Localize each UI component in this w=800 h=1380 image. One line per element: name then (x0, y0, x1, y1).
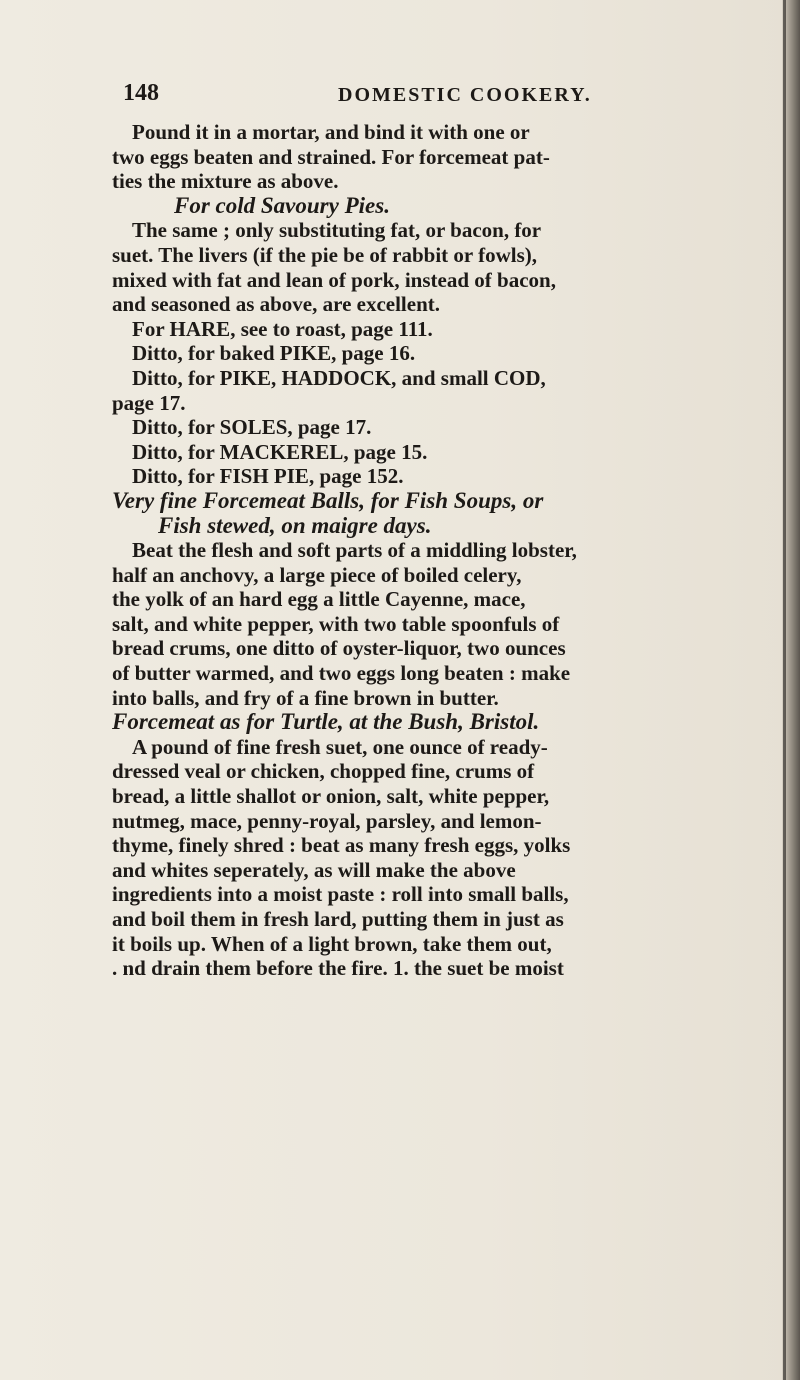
text-line: . nd drain them before the fire. 1. the suet be moist (112, 956, 564, 981)
text-line: nutmeg, mace, penny-royal, parsley, and lemon- (112, 808, 542, 833)
text-line: A pound of fine fresh suet, one ounce of ready- (132, 734, 548, 759)
text-line: Ditto, for PIKE, HADDOCK, and small COD, (132, 365, 546, 390)
text-line: ingredients into a moist paste : roll into small balls, (112, 882, 569, 907)
page-header (123, 80, 723, 110)
text-line: suet. The livers (if the pie be of rabbit or fowls), (112, 242, 538, 267)
page-text (112, 120, 790, 981)
text-line: Pound it in a mortar, and bind it with one or (132, 120, 530, 144)
running-head: DOMESTIC COOKERY. (338, 84, 592, 106)
text-line: bread, a little shallot or onion, salt, white pepper, (112, 784, 550, 809)
text-line: ties the mixture as above. (112, 169, 339, 194)
page-gutter-line (783, 0, 786, 1380)
text-line: thyme, finely shred : beat as many fresh eggs, yolks (112, 833, 571, 858)
text-line: salt, and white pepper, with two table spoonfuls of (112, 611, 560, 636)
text-line: Ditto, for FISH PIE, page 152. (132, 464, 404, 489)
text-line: the yolk of an hard egg a little Cayenne, mace, (112, 587, 526, 612)
recipe-heading: Very fine Forcemeat Balls, for Fish Soups, or (112, 488, 544, 513)
text-line: and whites seperately, as will make the above (112, 857, 516, 882)
recipe-heading: For cold Savoury Pies. (174, 193, 390, 218)
text-line: page 17. (112, 390, 186, 415)
text-line: of butter warmed, and two eggs long beaten : make (112, 661, 571, 686)
text-line: and seasoned as above, are excellent. (112, 292, 441, 317)
page-number: 148 (123, 80, 159, 106)
text-line: Ditto, for SOLES, page 17. (132, 415, 372, 440)
text-line: Ditto, for MACKEREL, page 15. (132, 439, 428, 464)
text-line: two eggs beaten and strained. For forcemeat pat- (112, 144, 550, 169)
text-line: into balls, and fry of a fine brown in butter. (112, 685, 499, 710)
text-line: The same ; only substituting fat, or bacon, for (132, 218, 542, 243)
recipe-heading: Fish stewed, on maigre days. (158, 513, 432, 538)
text-line: Beat the flesh and soft parts of a middling lobster, (132, 538, 577, 563)
text-line: Ditto, for baked PIKE, page 16. (132, 341, 416, 366)
text-line: it boils up. When of a light brown, take them out, (112, 931, 552, 956)
text-line: dressed veal or chicken, chopped fine, crums of (112, 759, 535, 784)
text-line: and boil them in fresh lard, putting them in just as (112, 907, 564, 931)
text-line: mixed with fat and lean of pork, instead of bacon, (112, 267, 556, 292)
text-line: bread crums, one ditto of oyster-liquor, two ounces (112, 636, 566, 661)
text-line: half an anchovy, a large piece of boiled celery, (112, 562, 522, 587)
text-line: For HARE, see to roast, page 111. (132, 316, 433, 341)
recipe-heading: Forcemeat as for Turtle, at the Bush, Bristol. (112, 710, 540, 735)
